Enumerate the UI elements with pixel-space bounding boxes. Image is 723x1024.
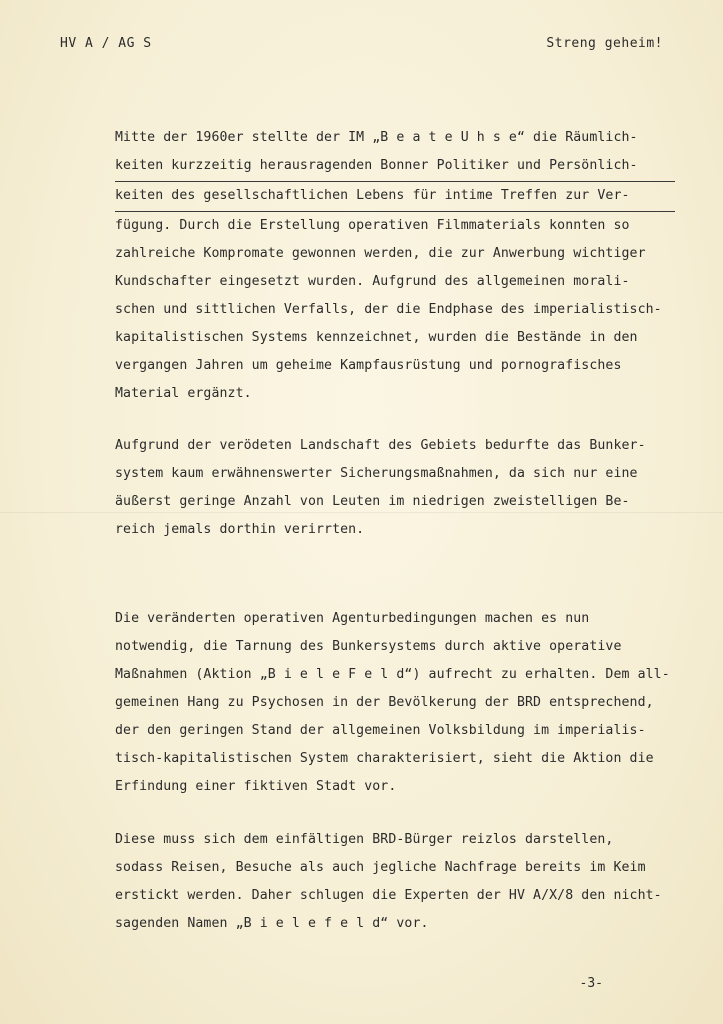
text-line: Die veränderten operativen Agenturbedingungen machen es nun (115, 611, 590, 626)
text-line: Material ergänzt. (115, 386, 252, 401)
paragraph-2 (115, 432, 675, 544)
text-line: Maßnahmen (Aktion „B i e l e F e l d“) aufrecht zu erhalten. Dem all- (115, 667, 670, 682)
text-line: Erfindung einer fiktiven Stadt vor. (115, 779, 397, 794)
text-line: der den geringen Stand der allgemeinen Volksbildung im imperialis- (115, 723, 646, 738)
text-line: sagenden Namen „B i e l e f e l d“ vor. (115, 916, 429, 931)
classification-stamp: Streng geheim! (546, 36, 663, 51)
text-line: reich jemals dorthin verirrten. (115, 522, 365, 537)
paragraph-1 (115, 124, 675, 408)
department-code: HV A / AG S (60, 36, 152, 51)
text-line: schen und sittlichen Verfalls, der die Endphase des imperialistisch- (115, 302, 662, 317)
text-line: Mitte der 1960er stellte der IM „B e a t e U h s e“ die Räumlich- (115, 130, 638, 145)
text-line-underlined: keiten kurzzeitig herausragenden Bonner Politiker und Persönlich- (115, 152, 675, 182)
text-line: Diese muss sich dem einfältigen BRD-Bürger reizlos darstellen, (115, 832, 614, 847)
text-line: äußerst geringe Anzahl von Leuten im niedrigen zweistelligen Be- (115, 494, 630, 509)
text-line: kapitalistischen Systems kennzeichnet, wurden die Bestände in den (115, 330, 638, 345)
text-line: vergangen Jahren um geheime Kampfausrüstung und pornografisches (115, 358, 622, 373)
paragraph-4 (115, 826, 675, 938)
text-line: notwendig, die Tarnung des Bunkersystems durch aktive operative (115, 639, 622, 654)
text-line: sodass Reisen, Besuche als auch jegliche Nachfrage bereits im Keim (115, 860, 646, 875)
text-line: zahlreiche Kompromate gewonnen werden, die zur Anwerbung wichtiger (115, 246, 646, 261)
text-line: erstickt werden. Daher schlugen die Experten der HV A/X/8 den nicht- (115, 888, 662, 903)
text-line: tisch-kapitalistischen System charakterisiert, sieht die Aktion die (115, 751, 654, 766)
page-number: -3- (579, 976, 603, 991)
paragraph-3 (115, 605, 675, 801)
text-line-underlined: keiten des gesellschaftlichen Lebens für intime Treffen zur Ver- (115, 182, 675, 212)
text-line: system kaum erwähnenswerter Sicherungsmaßnahmen, da sich nur eine (115, 466, 638, 481)
text-line: Aufgrund der verödeten Landschaft des Gebiets bedurfte das Bunker- (115, 438, 646, 453)
text-line: fügung. Durch die Erstellung operativen Filmmaterials konnten so (115, 218, 630, 233)
text-line: gemeinen Hang zu Psychosen in der Bevölkerung der BRD entsprechend, (115, 695, 654, 710)
text-line: Kundschafter eingesetzt wurden. Aufgrund des allgemeinen morali- (115, 274, 630, 289)
